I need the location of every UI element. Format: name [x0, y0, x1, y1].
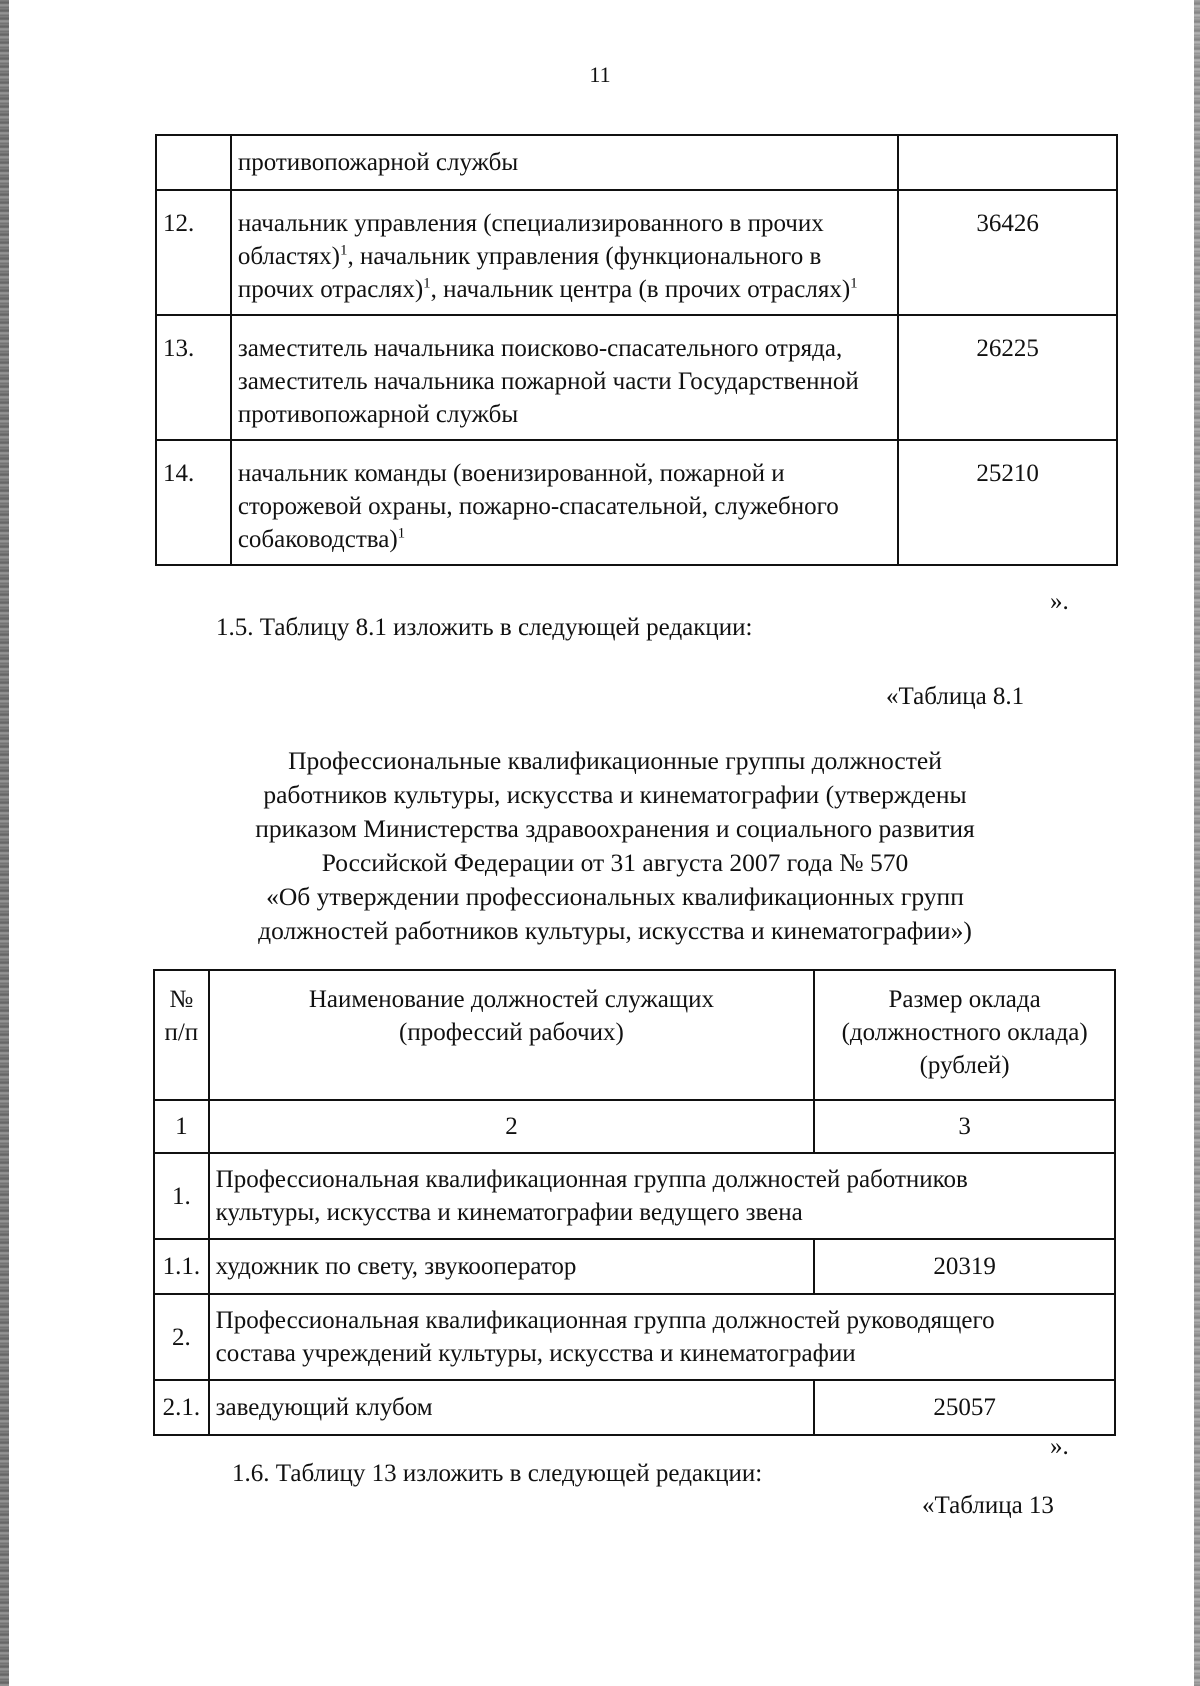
header-text: п/п: [164, 1019, 199, 1046]
table1-closing-quote: ».: [1050, 588, 1069, 615]
group-name: [209, 1294, 1115, 1380]
footnote-marker: 1: [423, 275, 431, 292]
column-number: 2: [209, 1100, 815, 1153]
header-number: [154, 970, 209, 1100]
table2-closing-quote: ».: [1050, 1433, 1069, 1460]
group-row: [154, 1294, 1115, 1380]
group-number: 1.: [154, 1153, 209, 1239]
table-13-caption: «Таблица 13: [922, 1492, 1054, 1519]
header-text: (профессий рабочих): [399, 1019, 624, 1046]
table-row: [156, 135, 1117, 190]
positions-table-continued: [155, 134, 1118, 566]
position-name: [231, 190, 898, 315]
group-number: 2.: [154, 1294, 209, 1380]
row-number: 12.: [156, 190, 231, 315]
position-name-text: , начальник центра (в прочих отраслях): [430, 276, 851, 303]
column-number: 3: [814, 1100, 1115, 1153]
header-position-name: [209, 970, 815, 1100]
column-number-row: [154, 1100, 1115, 1153]
table-row: [154, 1239, 1115, 1294]
page-number: 11: [589, 62, 611, 87]
heading-line: работников культуры, искусства и кинематографии (утверждены: [263, 780, 967, 809]
salary-value: 20319: [814, 1239, 1115, 1294]
group-name-line: Профессиональная квалификационная группа должностей работников: [215, 1166, 968, 1193]
paragraph-1-5: 1.5. Таблицу 8.1 изложить в следующей редакции:: [216, 614, 753, 641]
header-text: (должностного оклада): [841, 1019, 1088, 1046]
row-number: 14.: [156, 440, 231, 565]
group-name-line: Профессиональная квалификационная группа должностей руководящего: [215, 1307, 995, 1334]
table-row: [154, 1380, 1115, 1435]
position-name: заведующий клубом: [209, 1380, 815, 1435]
column-number: 1: [154, 1100, 209, 1153]
heading-line: Российской Федерации от 31 августа 2007 года № 570: [321, 848, 909, 877]
group-name-line: состава учреждений культуры, искусства и кинематографии: [215, 1340, 856, 1367]
culture-positions-table: [153, 969, 1116, 1436]
header-text: Наименование должностей служащих: [308, 986, 714, 1013]
footnote-marker: 1: [340, 242, 348, 259]
scan-edge-left: [0, 0, 9, 1686]
heading-line: должностей работников культуры, искусства и кинематографии»): [258, 916, 972, 945]
footnote-marker: 1: [850, 275, 858, 292]
header-text: №: [169, 986, 194, 1013]
table-8-1-heading: [190, 744, 1040, 948]
heading-line: «Об утверждении профессиональных квалификационных групп: [266, 882, 964, 911]
position-name: [231, 440, 898, 565]
group-name-line: культуры, искусства и кинематографии ведущего звена: [215, 1199, 803, 1226]
header-salary: [814, 970, 1115, 1100]
row-number: 1.1.: [154, 1239, 209, 1294]
row-number: 2.1.: [154, 1380, 209, 1435]
salary-value: [898, 135, 1117, 190]
group-name: [209, 1153, 1115, 1239]
footnote-marker: 1: [397, 525, 406, 542]
salary-value: 26225: [898, 315, 1117, 440]
salary-value: 36426: [898, 190, 1117, 315]
row-number: 13.: [156, 315, 231, 440]
position-name: противопожарной службы: [231, 135, 898, 190]
salary-value: 25210: [898, 440, 1117, 565]
position-name: художник по свету, звукооператор: [209, 1239, 815, 1294]
position-name: заместитель начальника поисково-спасательного отряда, заместитель начальника пожарной части Государственной противопожарной службы: [231, 315, 898, 440]
row-number: [156, 135, 231, 190]
table-row: [156, 190, 1117, 315]
heading-line: приказом Министерства здравоохранения и социального развития: [255, 814, 975, 843]
position-name-text: начальник управления (специализированного в прочих областях): [237, 210, 824, 270]
position-name-text: , начальник управления (функционального в прочих отраслях): [237, 243, 822, 303]
header-text: Размер оклада: [888, 986, 1041, 1013]
paragraph-1-6: 1.6. Таблицу 13 изложить в следующей редакции:: [232, 1460, 763, 1487]
salary-value: 25057: [814, 1380, 1115, 1435]
table-8-1-caption: «Таблица 8.1: [886, 683, 1025, 710]
scan-edge-right: [1194, 0, 1200, 1686]
table-header-row: [154, 970, 1115, 1100]
heading-line: Профессиональные квалификационные группы должностей: [288, 746, 942, 775]
group-row: [154, 1153, 1115, 1239]
table-row: [156, 440, 1117, 565]
header-text: (рублей): [919, 1052, 1010, 1079]
table-row: [156, 315, 1117, 440]
position-name-text: начальник команды (военизированной, пожарной и сторожевой охраны, пожарно-спасательной, служебного собаководства): [237, 460, 839, 553]
